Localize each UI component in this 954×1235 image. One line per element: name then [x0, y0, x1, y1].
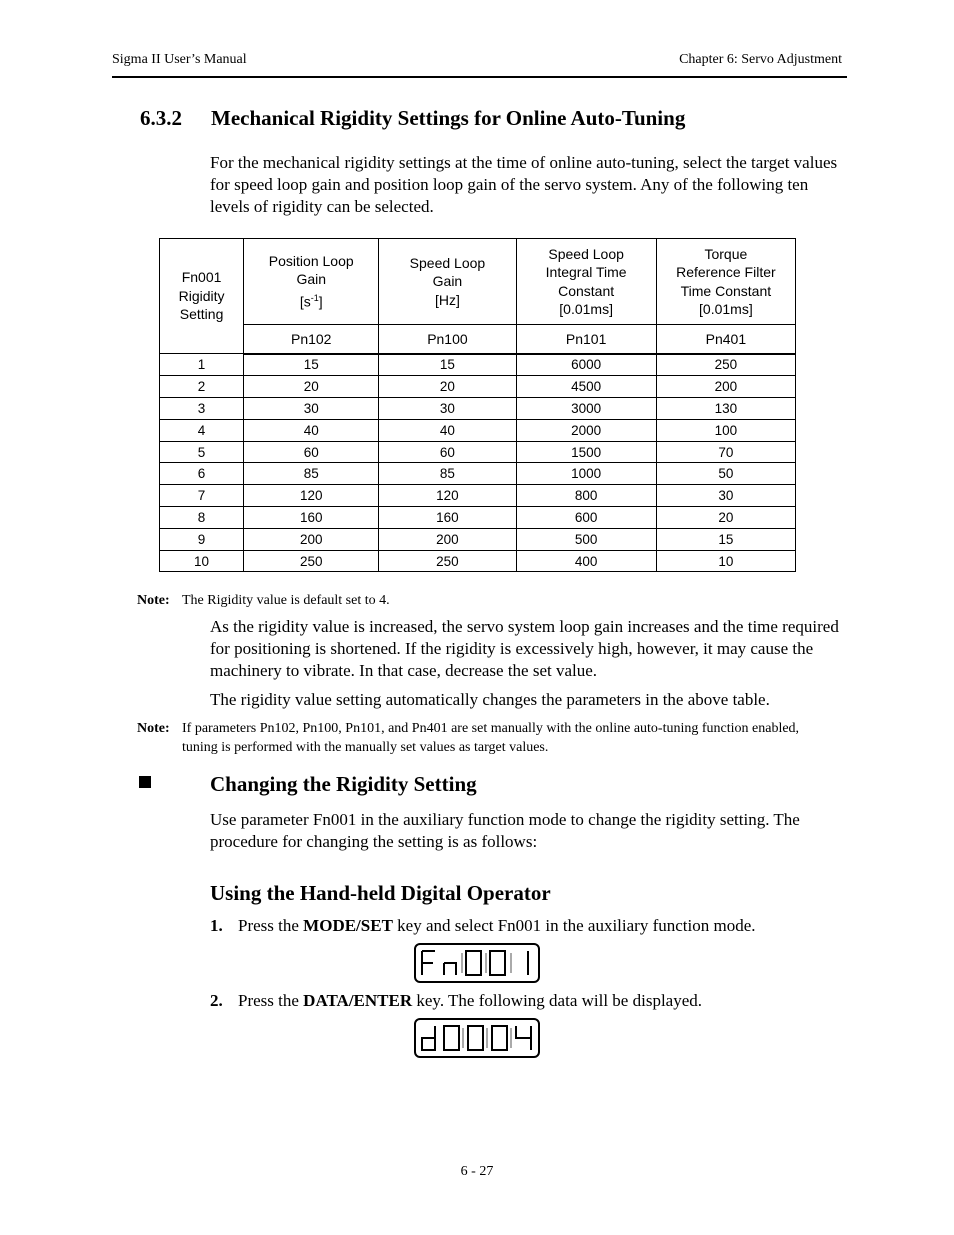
header-speed-loop-gain: Speed Loop Gain [Hz] — [379, 239, 516, 325]
table-cell: 15 — [244, 354, 379, 376]
table-cell: 50 — [656, 463, 795, 485]
table-cell: 10 — [160, 550, 244, 572]
table-cell: 60 — [379, 441, 516, 463]
table-cell: 20 — [656, 507, 795, 529]
table-cell: 70 — [656, 441, 795, 463]
table-cell: 30 — [656, 485, 795, 507]
operator-display-d0004 — [414, 1018, 540, 1058]
table-cell: 6 — [160, 463, 244, 485]
table-cell: 85 — [379, 463, 516, 485]
square-bullet-icon — [139, 776, 151, 788]
header-position-loop-gain: Position Loop Gain $[s^{-1}]$ — [244, 239, 379, 325]
table-cell: 2000 — [516, 419, 656, 441]
param-pn100: Pn100 — [379, 325, 516, 354]
header-torque-filter-time-constant: Torque Reference Filter Time Constant [0.01ms] — [656, 239, 795, 325]
table-row — [160, 550, 796, 572]
table-cell: 3 — [160, 398, 244, 420]
table-cell: 10 — [656, 550, 795, 572]
table-cell: 1 — [160, 354, 244, 376]
param-pn102: Pn102 — [244, 325, 379, 354]
table-cell: 6000 — [516, 354, 656, 376]
table-cell: 200 — [379, 528, 516, 550]
step-number: 2. — [210, 991, 223, 1010]
note-label: Note: — [137, 593, 170, 608]
table-cell: 1500 — [516, 441, 656, 463]
key-name: DATA/ENTER — [303, 991, 413, 1010]
table-cell: 9 — [160, 528, 244, 550]
page-number: 6 - 27 — [460, 1164, 494, 1179]
note-text: If parameters Pn102, Pn100, Pn101, and Pn401 are set manually with the online auto-tuning function enabled, tuning is performed with the manually set values as target values. — [182, 721, 800, 755]
table-cell: 60 — [244, 441, 379, 463]
operator-display-fn001 — [414, 943, 540, 983]
table-cell: 20 — [244, 376, 379, 398]
section-title: Mechanical Rigidity Settings for Online Auto-Tuning — [211, 106, 686, 130]
header-integral-time-constant: Speed Loop Integral Time Constant [0.01ms] — [516, 239, 656, 325]
table-cell: 120 — [379, 485, 516, 507]
table-cell: 15 — [656, 528, 795, 550]
table-cell: 160 — [244, 507, 379, 529]
note-manual-parameters — [137, 719, 837, 755]
header-fn001: Fn001 Rigidity Setting — [160, 239, 244, 354]
note-default-rigidity — [137, 591, 390, 610]
table-cell: 30 — [379, 398, 516, 420]
table-cell: 4 — [160, 419, 244, 441]
table-row — [160, 398, 796, 420]
table-cell: 600 — [516, 507, 656, 529]
table-cell: 100 — [656, 419, 795, 441]
header-manual-title: Sigma II User’s Manual — [112, 52, 247, 67]
table-cell: 8 — [160, 507, 244, 529]
table-cell: 1000 — [516, 463, 656, 485]
table-row — [160, 507, 796, 529]
subsection-heading-changing-rigidity: Changing the Rigidity Setting — [210, 772, 477, 796]
table-cell: 40 — [379, 419, 516, 441]
key-name: MODE/SET — [303, 916, 393, 935]
step-2: 2. Press the DATA/ENTER key. The following data will be displayed. — [210, 991, 703, 1010]
step-number: 1. — [210, 916, 223, 935]
rigidity-explanation-paragraph: As the rigidity value is increased, the servo system loop gain increases and the time required for positioning is shortened. If the rigidity is excessively high, however, it may cause the machinery to vibrate. In that case, decrease the set value. — [210, 617, 839, 680]
table-row — [160, 419, 796, 441]
table-cell: 40 — [244, 419, 379, 441]
page-header — [112, 52, 847, 78]
table-cell: 30 — [244, 398, 379, 420]
table-cell: 200 — [656, 376, 795, 398]
seven-segment-display — [416, 945, 538, 981]
note-label: Note: — [137, 721, 170, 736]
table-cell: 85 — [244, 463, 379, 485]
step-1: 1. Press the MODE/SET key and select Fn001 in the auxiliary function mode. — [210, 916, 756, 935]
table-cell: 20 — [379, 376, 516, 398]
section-heading — [140, 106, 685, 131]
table-cell: 250 — [656, 354, 795, 376]
header-chapter-title: Chapter 6: Servo Adjustment — [679, 52, 842, 67]
table-row — [160, 463, 796, 485]
table-cell: 120 — [244, 485, 379, 507]
table-row — [160, 376, 796, 398]
rigidity-table — [159, 238, 796, 572]
note-text: The Rigidity value is default set to 4. — [182, 593, 390, 608]
param-pn401: Pn401 — [656, 325, 795, 354]
table-cell: 4500 — [516, 376, 656, 398]
table-cell: 160 — [379, 507, 516, 529]
table-cell: 2 — [160, 376, 244, 398]
subsection-heading-digital-operator: Using the Hand-held Digital Operator — [210, 881, 551, 905]
table-cell: 500 — [516, 528, 656, 550]
table-cell: 800 — [516, 485, 656, 507]
table-row — [160, 528, 796, 550]
table-cell: 400 — [516, 550, 656, 572]
table-cell: 200 — [244, 528, 379, 550]
table-cell: 3000 — [516, 398, 656, 420]
table-cell: 130 — [656, 398, 795, 420]
table-row — [160, 485, 796, 507]
automatic-change-paragraph: The rigidity value setting automatically changes the parameters in the above table. — [210, 690, 770, 709]
table-row — [160, 441, 796, 463]
table-cell: 5 — [160, 441, 244, 463]
table-cell: 250 — [244, 550, 379, 572]
table-cell: 7 — [160, 485, 244, 507]
section-number: 6.3.2 — [140, 106, 182, 130]
fn001-usage-paragraph: Use parameter Fn001 in the auxiliary function mode to change the rigidity setting. The procedure for changing the setting is as follows: — [210, 810, 800, 851]
seven-segment-display — [416, 1020, 538, 1056]
table-cell: 15 — [379, 354, 516, 376]
table-cell: 250 — [379, 550, 516, 572]
param-pn101: Pn101 — [516, 325, 656, 354]
intro-paragraph: For the mechanical rigidity settings at the time of online auto-tuning, select the target values for speed loop gain and position loop gain of the servo system. Any of the following ten levels of rigidity can be selected. — [210, 153, 838, 216]
table-row — [160, 354, 796, 376]
